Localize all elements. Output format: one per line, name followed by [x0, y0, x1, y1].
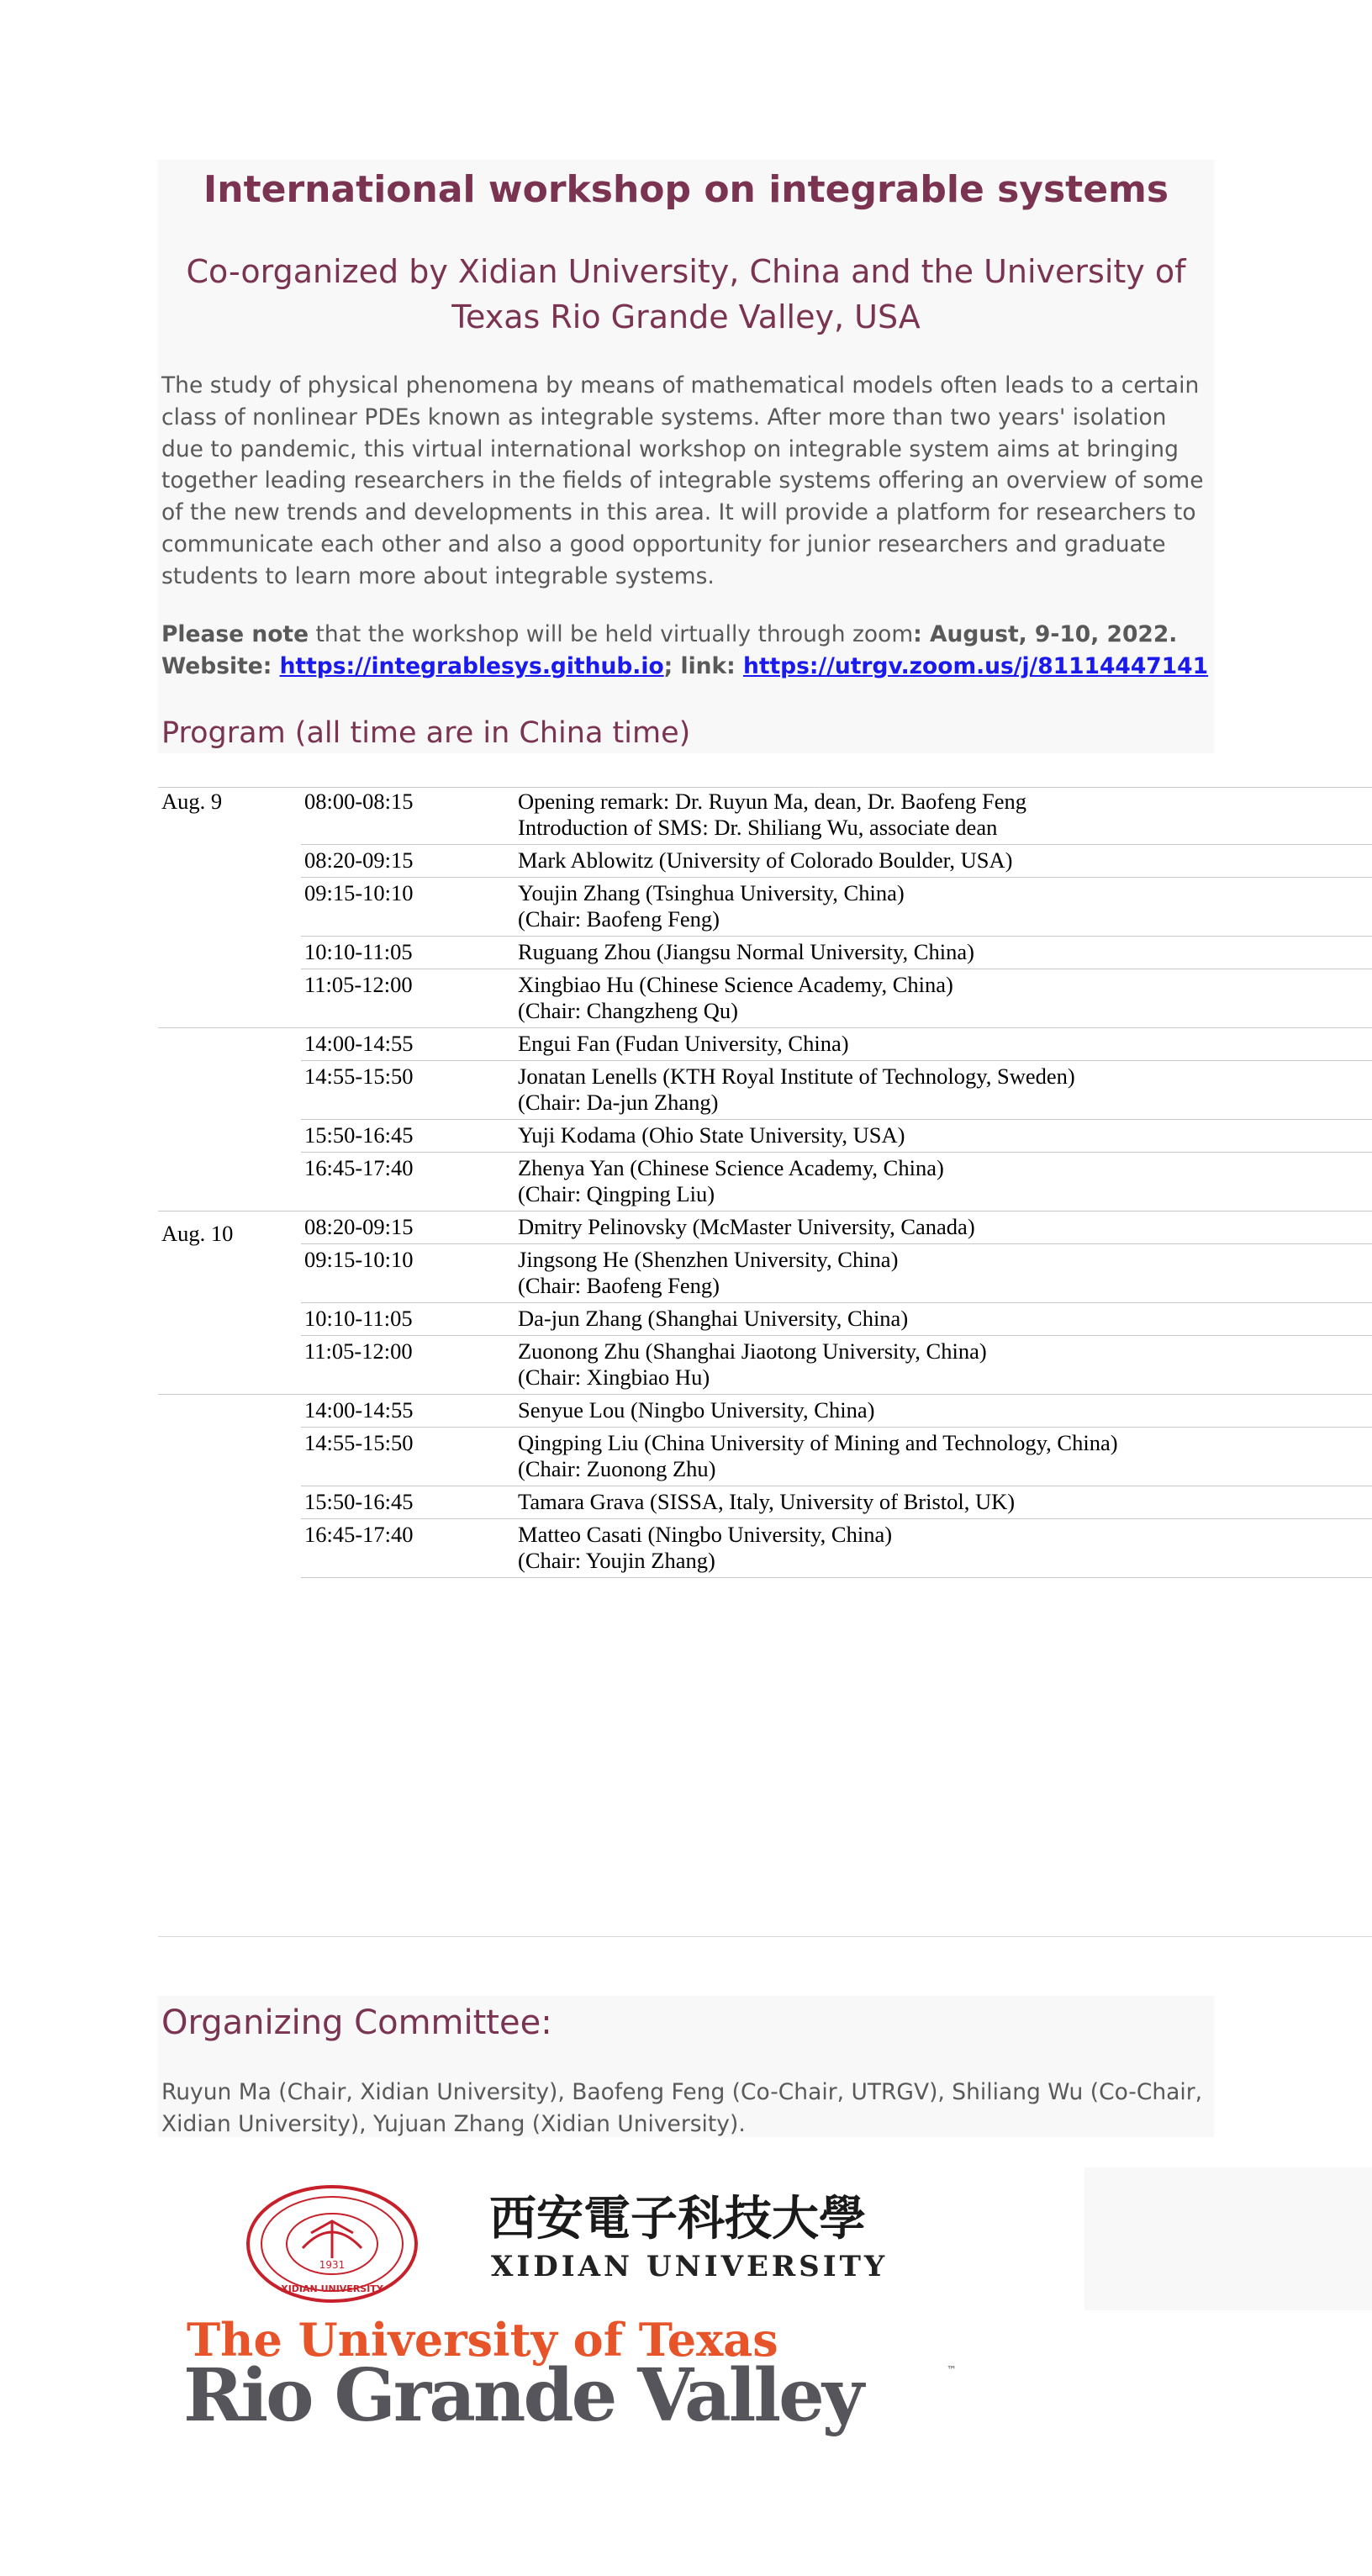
- trademark-symbol: ™: [947, 2364, 957, 2376]
- schedule-time: 16:45-17:40: [304, 1522, 414, 1547]
- row-separator: [301, 1243, 1372, 1244]
- schedule-row: [158, 1337, 1372, 1396]
- table-top-border: [158, 787, 1372, 788]
- schedule-time: 10:10-11:05: [304, 939, 413, 964]
- row-separator: [301, 1119, 1372, 1120]
- schedule-time: 08:00-08:15: [304, 789, 414, 814]
- schedule-row: [158, 1428, 1372, 1487]
- schedule-time: 08:20-09:15: [304, 1214, 414, 1239]
- talk-line: Opening remark: Dr. Ruyun Ma, dean, Dr. Baofeng Feng: [518, 789, 1026, 814]
- schedule-talk: [518, 1214, 975, 1240]
- schedule-time: 10:10-11:05: [304, 1306, 413, 1331]
- svg-text:西安電子科技大學: 西安電子科技大學: [489, 2191, 866, 2243]
- schedule-row: [158, 1304, 1372, 1337]
- schedule-talk: [518, 972, 953, 1024]
- utrgv-wordmark-bottom: Rio Grande Valley: [183, 2353, 862, 2438]
- note-date: : August, 9-10, 2022. Website:: [161, 621, 1178, 679]
- schedule-row: [158, 1396, 1372, 1428]
- talk-line: (Chair: Changzheng Qu): [518, 998, 738, 1023]
- website-link[interactable]: https://integrablesys.github.io: [279, 653, 664, 679]
- svg-text:1931: 1931: [319, 2259, 346, 2271]
- talk-line: Engui Fan (Fudan University, China): [518, 1031, 849, 1056]
- talk-line: Xingbiao Hu (Chinese Science Academy, China): [518, 972, 953, 997]
- schedule-time: 09:15-10:10: [304, 1247, 414, 1272]
- talk-line: (Chair: Baofeng Feng): [518, 1273, 720, 1298]
- talk-line: Qingping Liu (China University of Mining and Technology, China): [518, 1430, 1118, 1455]
- schedule-talk: [518, 1031, 849, 1057]
- schedule-talk: [518, 1122, 905, 1148]
- talk-line: Yuji Kodama (Ohio State University, USA): [518, 1122, 905, 1148]
- row-separator: [301, 1335, 1372, 1336]
- schedule-row: [158, 846, 1372, 879]
- schedule-date: Aug. 9: [161, 789, 223, 814]
- talk-line: Introduction of SMS: Dr. Shiliang Wu, associate dean: [518, 815, 998, 840]
- talk-line: Ruguang Zhou (Jiangsu Normal University, China): [518, 939, 974, 964]
- schedule-talk: [518, 1064, 1075, 1116]
- row-separator: [158, 1394, 1372, 1395]
- talk-line: (Chair: Da-jun Zhang): [518, 1090, 719, 1115]
- schedule-table: [158, 787, 1372, 1579]
- xidian-chinese-wordmark: [489, 2191, 994, 2243]
- talk-line: (Chair: Zuonong Zhu): [518, 1456, 716, 1481]
- schedule-talk: [518, 1155, 944, 1207]
- schedule-time: 14:55-15:50: [304, 1064, 414, 1089]
- talk-line: Matteo Casati (Ningbo University, China): [518, 1522, 893, 1547]
- schedule-date: Aug. 10: [161, 1221, 234, 1246]
- schedule-talk: [518, 1430, 1118, 1482]
- intro-paragraph: The study of physical phenomena by means of mathematical models often leads to a certain class of nonlinear PDEs known as integrable systems. After more than two years' isolation due to pandemic, this virtual international workshop on integrable system aims at bringing together leading researchers in the fields of integrable systems offering an overview of some of the new trends and developments in this area. It will provide a platform for researchers to communicate each other and also a good opportunity for junior researchers and graduate students to learn more about integrable systems.: [161, 372, 1204, 589]
- row-separator: [301, 936, 1372, 937]
- talk-line: Mark Ablowitz (University of Colorado Boulder, USA): [518, 847, 1013, 873]
- talk-line: (Chair: Baofeng Feng): [518, 906, 720, 932]
- row-separator: [158, 1027, 1372, 1028]
- schedule-talk: [518, 1306, 908, 1332]
- row-separator: [301, 1427, 1372, 1428]
- schedule-time: 11:05-12:00: [304, 1338, 413, 1364]
- schedule-talk: [518, 1522, 892, 1574]
- schedule-talk: [518, 1489, 1015, 1515]
- schedule-time: 15:50-16:45: [304, 1489, 414, 1514]
- schedule-row: [158, 1121, 1372, 1153]
- divider: [158, 1936, 1372, 1937]
- schedule-row: [158, 937, 1372, 970]
- schedule-row: [158, 787, 1372, 846]
- row-separator: [301, 1060, 1372, 1061]
- note-paragraph: [161, 619, 1212, 683]
- talk-line: (Chair: Qingping Liu): [518, 1181, 715, 1206]
- schedule-time: 16:45-17:40: [304, 1155, 414, 1180]
- talk-line: Tamara Grava (SISSA, Italy, University of Bristol, UK): [518, 1489, 1016, 1514]
- talk-line: Jingsong He (Shenzhen University, China): [518, 1247, 899, 1272]
- utrgv-wordmark-top: The University of Texas: [187, 2313, 778, 2367]
- row-separator: [301, 1152, 1372, 1153]
- link-label: ; link:: [663, 653, 743, 679]
- schedule-row: [158, 1520, 1372, 1579]
- talk-line: Senyue Lou (Ningbo University, China): [518, 1397, 875, 1423]
- note-prefix: Please note: [161, 621, 309, 647]
- row-separator: [301, 1518, 1372, 1519]
- schedule-row: [158, 1062, 1372, 1121]
- schedule-talk: [518, 1247, 898, 1299]
- talk-line: Da-jun Zhang (Shanghai University, China): [518, 1306, 909, 1331]
- committee-heading: Organizing Committee:: [161, 2003, 552, 2042]
- page-subtitle: Co-organized by Xidian University, China and the University of Texas Rio Grande Valley, USA: [186, 253, 1186, 335]
- xidian-english-wordmark: XIDIAN UNIVERSITY: [491, 2250, 889, 2283]
- talk-line: Zuonong Zhu (Shanghai Jiaotong University, China): [518, 1338, 987, 1364]
- schedule-talk: [518, 1338, 987, 1391]
- note-middle: that the workshop will be held virtually through zoom: [309, 621, 914, 647]
- schedule-row: [158, 879, 1372, 937]
- schedule-talk: [518, 789, 1026, 841]
- svg-text:XIDIAN UNIVERSITY: XIDIAN UNIVERSITY: [281, 2283, 383, 2294]
- talk-line: Dmitry Pelinovsky (McMaster University, Canada): [518, 1214, 975, 1239]
- row-separator: [301, 844, 1372, 845]
- talk-line: Jonatan Lenells (KTH Royal Institute of Technology, Sweden): [518, 1064, 1075, 1089]
- talk-line: Youjin Zhang (Tsinghua University, China): [518, 880, 905, 905]
- row-separator: [301, 877, 1372, 878]
- schedule-time: 09:15-10:10: [304, 880, 414, 905]
- row-separator: [301, 1577, 1372, 1578]
- gray-box: [1084, 2167, 1372, 2310]
- schedule-row: [158, 1245, 1372, 1304]
- zoom-link[interactable]: https://utrgv.zoom.us/j/81114447141: [742, 653, 1209, 679]
- schedule-row: [158, 1029, 1372, 1062]
- schedule-row: [158, 1487, 1372, 1520]
- schedule-talk: [518, 1397, 874, 1423]
- schedule-time: 11:05-12:00: [304, 972, 413, 997]
- program-heading: Program (all time are in China time): [161, 716, 691, 750]
- schedule-talk: [518, 847, 1013, 874]
- schedule-row: [158, 1212, 1372, 1245]
- page-title: International workshop on integrable systems: [203, 168, 1169, 211]
- talk-line: (Chair: Youjin Zhang): [518, 1548, 715, 1573]
- talk-line: Zhenya Yan (Chinese Science Academy, China): [518, 1155, 944, 1180]
- schedule-row: [158, 970, 1372, 1029]
- talk-line: (Chair: Xingbiao Hu): [518, 1365, 710, 1390]
- xidian-seal-logo: [244, 2183, 420, 2305]
- schedule-row: [158, 1153, 1372, 1212]
- row-separator: [301, 1302, 1372, 1303]
- schedule-time: 15:50-16:45: [304, 1122, 414, 1148]
- committee-text: Ruyun Ma (Chair, Xidian University), Baofeng Feng (Co-Chair, UTRGV), Shiliang Wu (Co-Chair, Xidian University), Yujuan Zhang (Xidian University).: [161, 2079, 1203, 2137]
- schedule-time: 14:55-15:50: [304, 1430, 414, 1455]
- schedule-talk: [518, 939, 974, 965]
- schedule-talk: [518, 880, 905, 932]
- schedule-time: 08:20-09:15: [304, 847, 414, 873]
- schedule-time: 14:00-14:55: [304, 1031, 414, 1056]
- schedule-time: 14:00-14:55: [304, 1397, 414, 1423]
